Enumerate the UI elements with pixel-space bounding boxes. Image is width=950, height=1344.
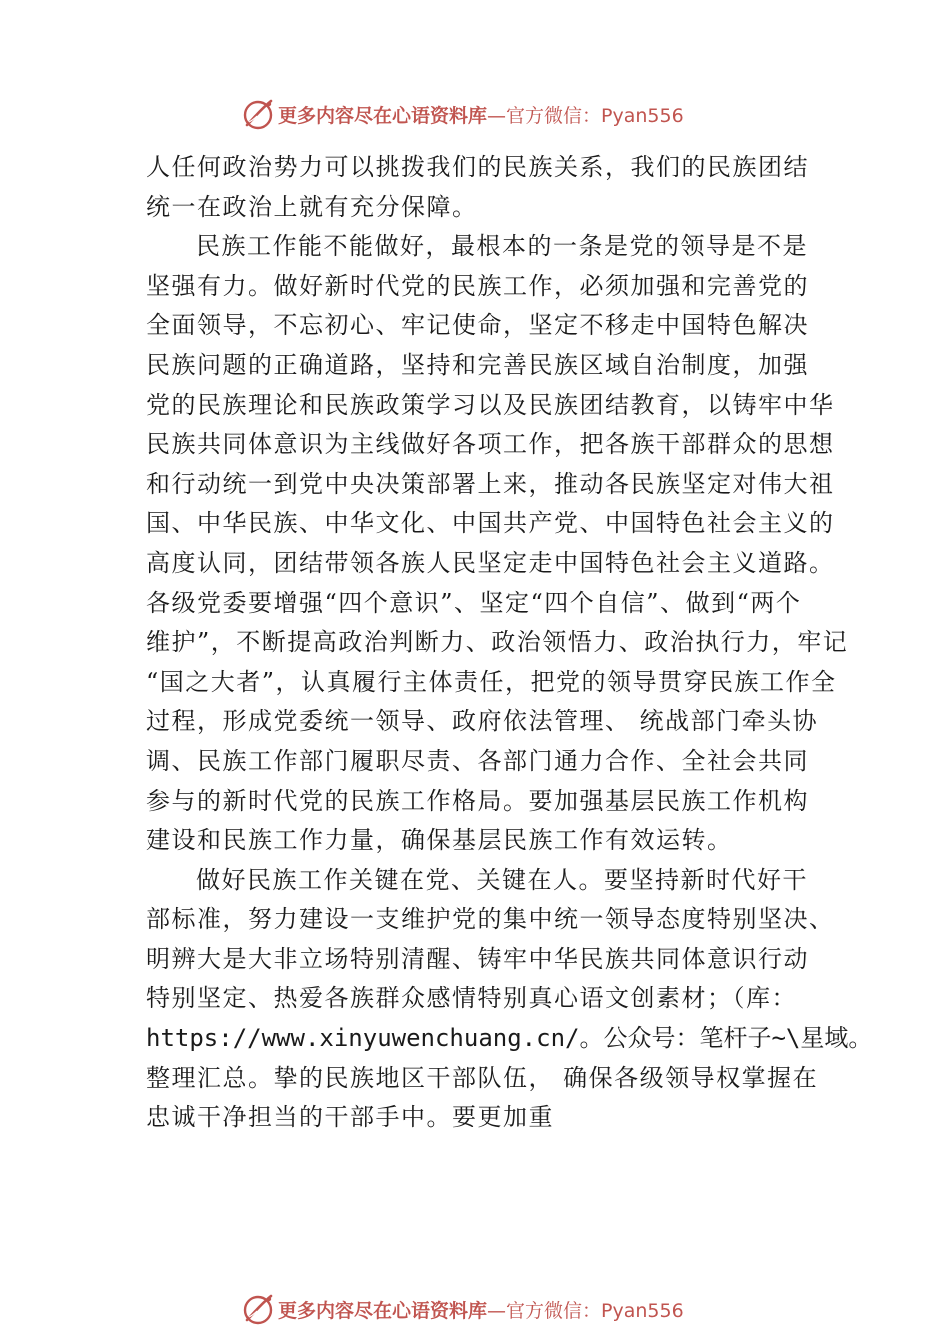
text-line: 维护”，不断提高政治判断力、政治领悟力、政治执行力，牢记: [146, 628, 849, 657]
text-line: 民族共同体意识为主线做好各项工作，把各族干部群众的思想: [146, 430, 835, 459]
url-text-line: https://www.xinyuwenchuang.cn/。公众号：笔杆子~\星域。: [146, 1024, 873, 1053]
header-watermark-banner: [0, 94, 950, 134]
footer-wechat-text: —官方微信：Pyan556: [487, 1299, 684, 1322]
header-brand-text: 更多内容尽在心语资料库: [278, 104, 488, 127]
text-line: 整理汇总。挚的民族地区干部队伍， 确保各级领导权掌握在: [146, 1063, 819, 1092]
text-line: 各级党委要增强“四个意识”、坚定“四个自信”、做到“两个: [146, 588, 802, 617]
brush-logo-icon: [240, 96, 276, 132]
paragraph-start-line: 民族工作能不能做好，最根本的一条是党的领导是不是: [196, 232, 808, 261]
footer-brand-text: 更多内容尽在心语资料库: [278, 1299, 488, 1322]
text-line: 人任何政治势力可以挑拨我们的民族关系，我们的民族团结: [146, 153, 809, 181]
text-line: 忠诚干净担当的干部手中。要更加重: [146, 1103, 554, 1132]
text-line: 党的民族理论和民族政策学习以及民族团结教育，以铸牢中华: [146, 390, 835, 419]
text-line: 高度认同，团结带领各族人民坚定走中国特色社会主义道路。: [146, 548, 835, 577]
text-line: 参与的新时代党的民族工作格局。要加强基层民族工作机构: [146, 786, 809, 815]
text-line: 国、中华民族、中华文化、中国共产党、中国特色社会主义的: [146, 509, 835, 538]
text-line: 全面领导，不忘初心、牢记使命，坚定不移走中国特色解决: [146, 311, 809, 340]
header-wechat-text: —官方微信：Pyan556: [487, 104, 684, 127]
text-line: 民族问题的正确道路，坚持和完善民族区域自治制度，加强: [146, 350, 809, 379]
text-line: 建设和民族工作力量，确保基层民族工作有效运转。: [146, 826, 733, 855]
brush-logo-icon: [240, 1291, 276, 1327]
text-line: 过程，形成党委统一领导、政府依法管理、 统战部门牵头协: [146, 707, 819, 736]
text-line: 部标准，努力建设一支维护党的集中统一领导态度特别坚决、: [146, 905, 835, 934]
text-line: 统一在政治上就有充分保障。: [146, 192, 478, 221]
text-line: 特别坚定、热爱各族群众感情特别真心语文创素材；（库：: [146, 984, 797, 1013]
footer-watermark-banner: [0, 1289, 950, 1329]
text-line: 明辨大是大非立场特别清醒、铸牢中华民族共同体意识行动: [146, 944, 809, 973]
document-body: [146, 148, 873, 1138]
text-line: “国之大者”，认真履行主体责任，把党的领导贯穿民族工作全: [146, 667, 837, 696]
text-line: 和行动统一到党中央决策部署上来，推动各民族坚定对伟大祖: [146, 469, 835, 498]
text-line: 坚强有力。做好新时代党的民族工作，必须加强和完善党的: [146, 271, 809, 300]
paragraph-start-line: 做好民族工作关键在党、关键在人。要坚持新时代好干: [196, 865, 808, 894]
text-line: 调、民族工作部门履职尽责、各部门通力合作、全社会共同: [146, 746, 809, 775]
